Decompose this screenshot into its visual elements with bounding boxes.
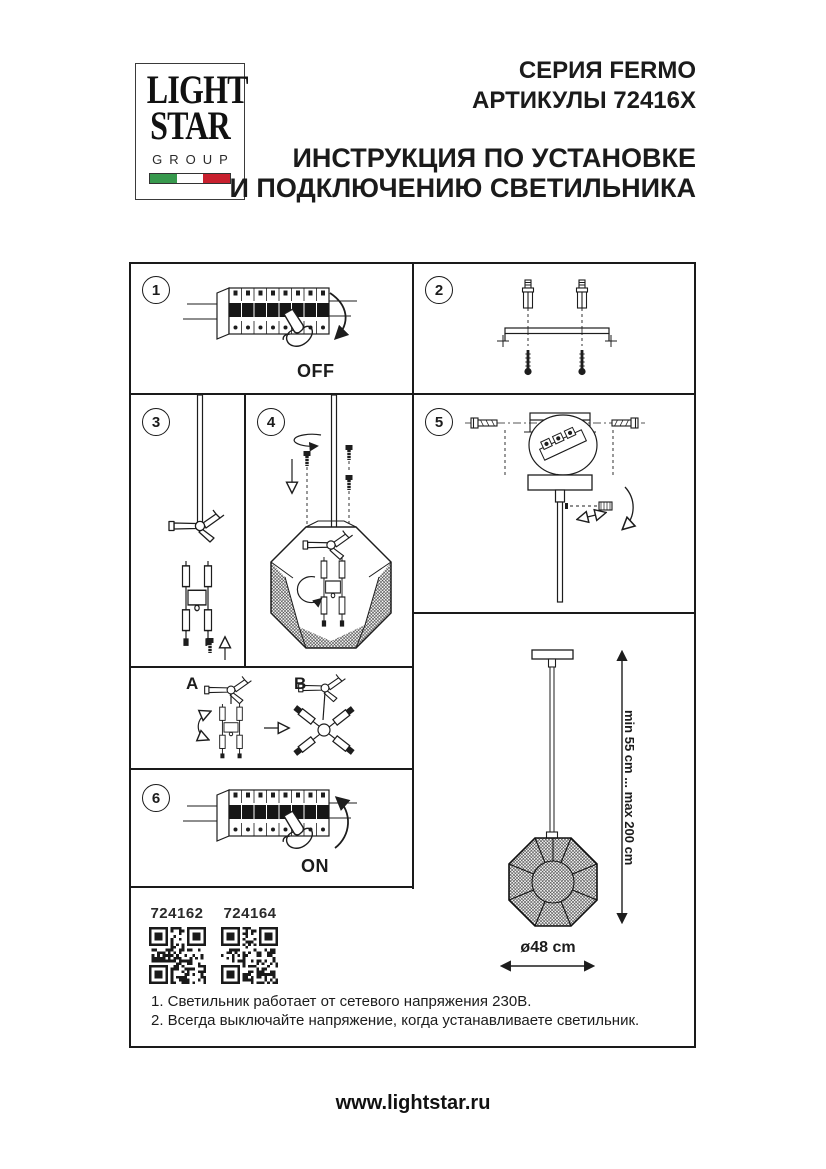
logo-word-group: GROUP bbox=[152, 152, 235, 167]
flag-green-segment bbox=[150, 174, 177, 183]
lightstar-logo bbox=[135, 63, 248, 200]
logo-word-star: STAR bbox=[150, 103, 230, 148]
series-title: СЕРИЯ FERMO bbox=[518, 57, 696, 84]
step-4-badge: 4 bbox=[257, 408, 285, 436]
panel3-rod-spider-drawing bbox=[129, 395, 245, 668]
panel1-breaker-off-drawing bbox=[129, 262, 413, 395]
step-1-badge: 1 bbox=[142, 276, 170, 304]
note-2: 2. Всегда выключайте напряжение, когда устанавливаете светильник. bbox=[151, 1011, 640, 1029]
qr-code-724164 bbox=[221, 927, 278, 984]
on-label: ON bbox=[301, 856, 329, 876]
step-6-badge: 6 bbox=[142, 784, 170, 812]
article-number-724164: 724164 bbox=[223, 905, 277, 922]
doc-title-line1: ИНСТРУКЦИЯ ПО УСТАНОВКЕ bbox=[292, 143, 696, 173]
flag-white-segment bbox=[177, 174, 204, 183]
panel-ab-spider-unfold-drawing bbox=[129, 668, 413, 770]
articles-title: АРТИКУЛЫ 72416X bbox=[472, 87, 696, 114]
doc-title-line2: И ПОДКЛЮЧЕНИЮ СВЕТИЛЬНИКА bbox=[229, 173, 696, 203]
logo-word-light: LIGHT bbox=[146, 67, 248, 112]
qr-code-724162 bbox=[149, 927, 206, 984]
off-label: OFF bbox=[297, 361, 335, 381]
pendant-lamp-dimension-drawing bbox=[413, 614, 696, 988]
position-a-label: A bbox=[186, 674, 199, 693]
step-3-badge: 3 bbox=[142, 408, 170, 436]
position-b-label: B bbox=[294, 674, 307, 693]
article-number-724162: 724162 bbox=[150, 905, 204, 922]
panel2-mounting-hardware-drawing bbox=[413, 262, 696, 395]
step-5-badge: 5 bbox=[425, 408, 453, 436]
suspension-height-dimension: min 55 cm ... max 200 cm bbox=[622, 710, 637, 866]
diameter-dimension: ø48 cm bbox=[520, 939, 576, 956]
website-url: www.lightstar.ru bbox=[335, 1092, 491, 1114]
header-text-block bbox=[230, 57, 696, 203]
note-1: 1. Светильник работает от сетевого напряжения 230В. bbox=[151, 993, 532, 1010]
panel5-canopy-detail-drawing bbox=[413, 395, 696, 614]
step-2-badge: 2 bbox=[425, 276, 453, 304]
panel6-breaker-on-drawing bbox=[129, 770, 413, 888]
flag-red-segment bbox=[203, 174, 230, 183]
panel4-shade-assembly-drawing bbox=[245, 395, 413, 668]
safety-notes bbox=[151, 993, 691, 1030]
italy-flag-bar bbox=[149, 173, 231, 184]
